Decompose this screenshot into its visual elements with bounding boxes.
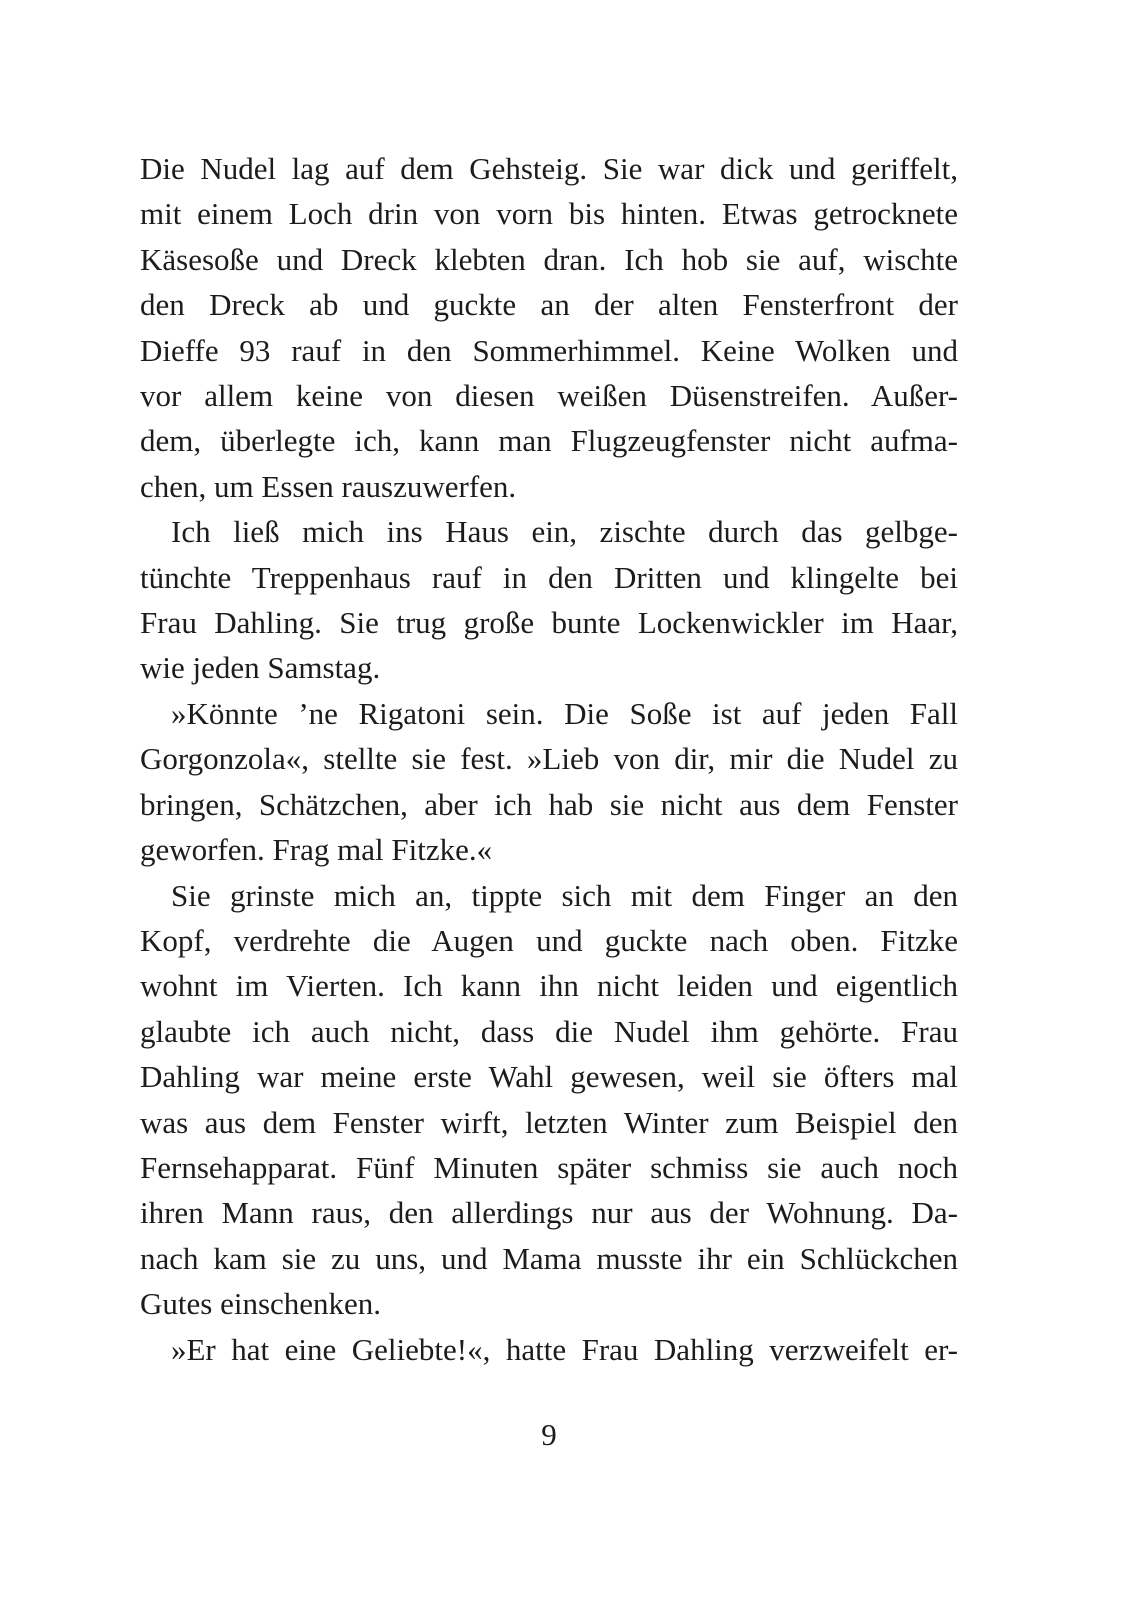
text-line: »Könnte ’ne Rigatoni sein. Die Soße ist auf jeden Fall [171,695,958,731]
text-line: Sie grinste mich an, tippte sich mit dem Finger an den [171,877,958,913]
text-line: was aus dem Fenster wirft, letzten Winter zum Beispiel den [140,1104,958,1140]
text-line: Gutes einschenken. [140,1286,382,1322]
text-line: Dieffe 93 rauf in den Sommerhimmel. Keine Wolken und [140,332,958,368]
text-line: wohnt im Vierten. Ich kann ihn nicht leiden und eigentlich [140,968,958,1004]
text-line: den Dreck ab und guckte an der alten Fensterfront der [140,287,958,323]
text-line: geworfen. Frag mal Fitzke.« [140,832,493,868]
text-line: ihren Mann raus, den allerdings nur aus der Wohnung. Da- [140,1195,958,1231]
text-line: mit einem Loch drin von vorn bis hinten. Etwas getrocknete [140,196,958,232]
text-line: Kopf, verdrehte die Augen und guckte nach oben. Fitzke [140,922,958,958]
text-line: »Er hat eine Geliebte!«, hatte Frau Dahling verzweifelt er- [171,1331,958,1367]
text-line: chen, um Essen rauszuwerfen. [140,468,517,504]
text-line: Fernsehapparat. Fünf Minuten später schmiss sie auch noch [140,1149,958,1185]
text-line: Frau Dahling. Sie trug große bunte Lockenwickler im Haar, [140,605,958,641]
text-line: Käsesoße und Dreck klebten dran. Ich hob sie auf, wischte [140,241,958,277]
text-line: vor allem keine von diesen weißen Düsenstreifen. Außer- [140,378,958,414]
body-text-block [140,146,958,1372]
text-line: Ich ließ mich ins Haus ein, zischte durch das gelbge- [171,514,958,550]
text-line: Gorgonzola«, stellte sie fest. »Lieb von dir, mir die Nudel zu [140,741,958,777]
text-line: Dahling war meine erste Wahl gewesen, weil sie öfters mal [140,1059,958,1095]
text-line: tünchte Treppenhaus rauf in den Dritten und klingelte bei [140,559,958,595]
text-line: dem, überlegte ich, kann man Flugzeugfenster nicht aufma- [140,423,958,459]
page-number: 9 [541,1417,557,1452]
text-line: wie jeden Samstag. [140,650,381,686]
text-line: nach kam sie zu uns, und Mama musste ihr ein Schlückchen [140,1240,958,1276]
text-line: bringen, Schätzchen, aber ich hab sie nicht aus dem Fenster [140,786,958,822]
text-line: Die Nudel lag auf dem Gehsteig. Sie war dick und geriffelt, [140,151,958,186]
text-line: glaubte ich auch nicht, dass die Nudel ihm gehörte. Frau [140,1013,958,1049]
